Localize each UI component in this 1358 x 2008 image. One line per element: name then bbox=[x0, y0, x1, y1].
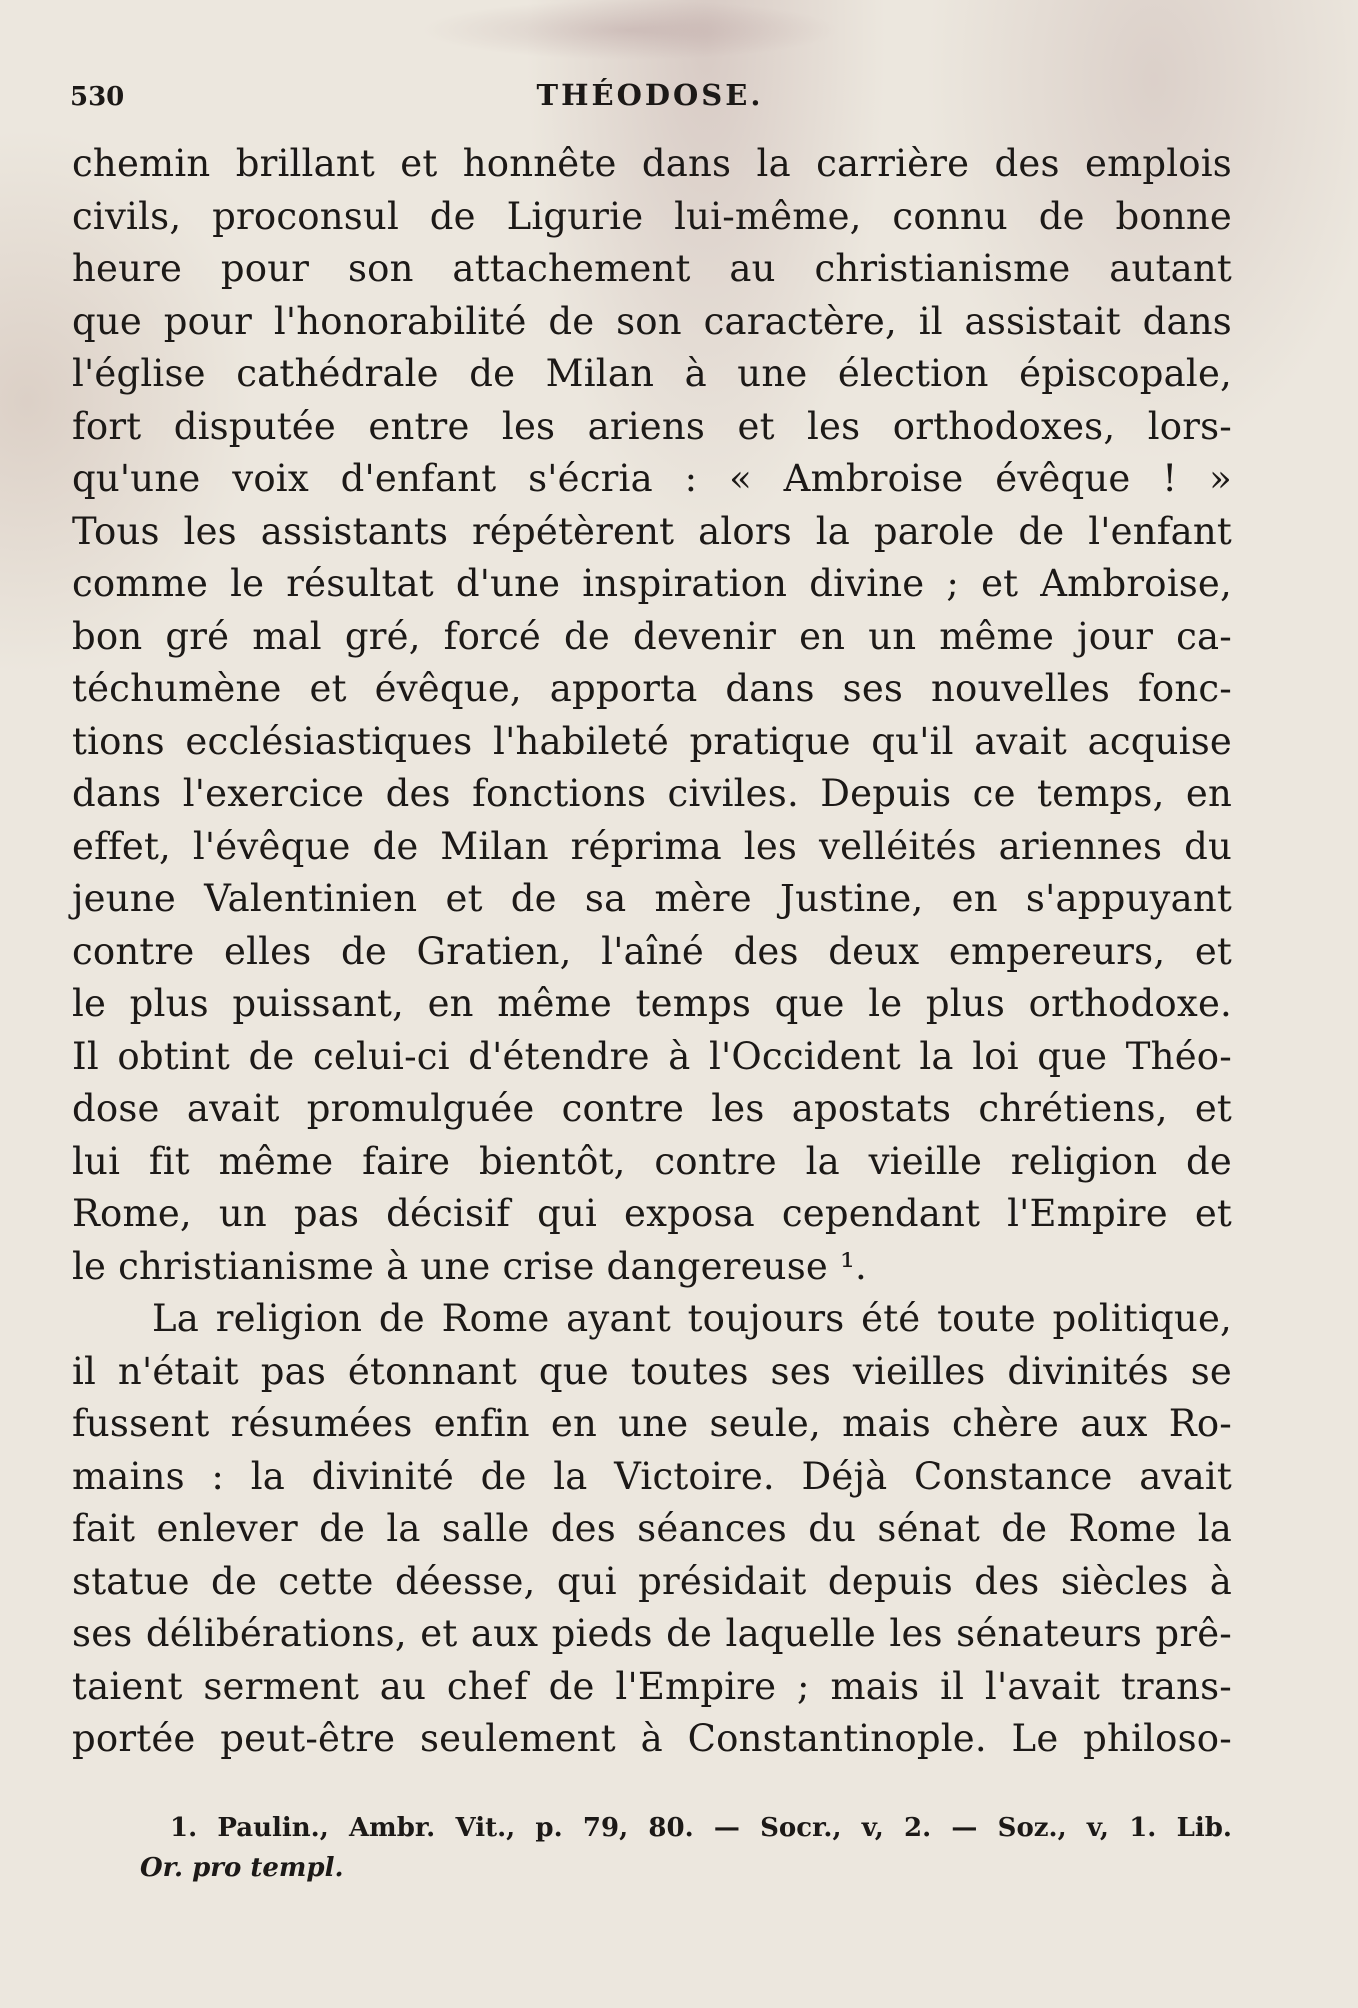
paragraph-1 bbox=[72, 138, 1232, 1293]
text-line: fait enlever de la salle des séances du sénat de Rome la bbox=[72, 1507, 1232, 1550]
text-line: chemin brillant et honnête dans la carrière des emplois bbox=[72, 142, 1232, 185]
footnote-line: Or. pro templ. bbox=[140, 1853, 344, 1883]
text-line: statue de cette déesse, qui présidait depuis des siècles à bbox=[72, 1559, 1232, 1603]
text-line: Rome, un pas décisif qui exposa cependant l'Empire et bbox=[72, 1192, 1232, 1235]
text-line: taient serment au chef de l'Empire ; mais il l'avait trans- bbox=[72, 1664, 1232, 1708]
text-line: dans l'exercice des fonctions civiles. Depuis ce temps, en bbox=[72, 772, 1232, 815]
text-line: téchumène et évêque, apporta dans ses nouvelles fonc- bbox=[72, 667, 1232, 710]
text-line: mains : la divinité de la Victoire. Déjà Constance avait bbox=[72, 1454, 1232, 1498]
text-line: Tous les assistants répétèrent alors la parole de l'enfant bbox=[72, 509, 1232, 553]
text-line: il n'était pas étonnant que toutes ses vieilles divinités se bbox=[72, 1349, 1232, 1393]
text-line: ses délibérations, et aux pieds de laquelle les sénateurs prê- bbox=[72, 1612, 1232, 1655]
text-line: dose avait promulguée contre les apostats chrétiens, et bbox=[72, 1087, 1232, 1130]
text-line: fort disputée entre les ariens et les orthodoxes, lors- bbox=[72, 404, 1232, 448]
text-line: bon gré mal gré, forcé de devenir en un même jour ca- bbox=[72, 614, 1232, 658]
text-line: La religion de Rome ayant toujours été toute politique, bbox=[152, 1297, 1232, 1340]
footnote-line: 1. Paulin., Ambr. Vit., p. 79, 80. — Socr., v, 2. — Soz., v, 1. Lib. bbox=[170, 1813, 1232, 1843]
page-header bbox=[70, 78, 1230, 118]
paragraph-2 bbox=[72, 1293, 1232, 1766]
text-line: Il obtint de celui-ci d'étendre à l'Occident la loi que Théo- bbox=[72, 1034, 1232, 1078]
text-line: comme le résultat d'une inspiration divine ; et Ambroise, bbox=[72, 562, 1232, 605]
text-line: civils, proconsul de Ligurie lui-même, connu de bonne bbox=[72, 194, 1232, 238]
page-number: 530 bbox=[70, 82, 125, 112]
footnote bbox=[140, 1808, 1232, 1888]
body-text bbox=[72, 138, 1232, 1766]
text-line: heure pour son attachement au christianisme autant bbox=[72, 247, 1232, 290]
text-line: qu'une voix d'enfant s'écria : « Ambroise évêque ! » bbox=[72, 457, 1232, 500]
text-line: le plus puissant, en même temps que le plus orthodoxe. bbox=[72, 982, 1232, 1025]
running-title: THÉODOSE. bbox=[536, 78, 764, 112]
text-line: contre elles de Gratien, l'aîné des deux empereurs, et bbox=[72, 929, 1232, 973]
text-line: que pour l'honorabilité de son caractère, il assistait dans bbox=[72, 299, 1232, 343]
paper-stain bbox=[420, 0, 840, 60]
text-line: tions ecclésiastiques l'habileté pratique qu'il avait acquise bbox=[72, 719, 1232, 763]
text-line: effet, l'évêque de Milan réprima les velléités ariennes du bbox=[72, 824, 1232, 868]
text-line: fussent résumées enfin en une seule, mais chère aux Ro- bbox=[72, 1402, 1232, 1445]
text-line: le christianisme à une crise dangereuse ¹. bbox=[72, 1244, 867, 1288]
text-line: lui fit même faire bientôt, contre la vieille religion de bbox=[72, 1139, 1232, 1183]
text-line: jeune Valentinien et de sa mère Justine, en s'appuyant bbox=[72, 877, 1232, 920]
text-line: portée peut-être seulement à Constantinople. Le philoso- bbox=[72, 1717, 1232, 1760]
text-line: l'église cathédrale de Milan à une élection épiscopale, bbox=[72, 352, 1232, 395]
